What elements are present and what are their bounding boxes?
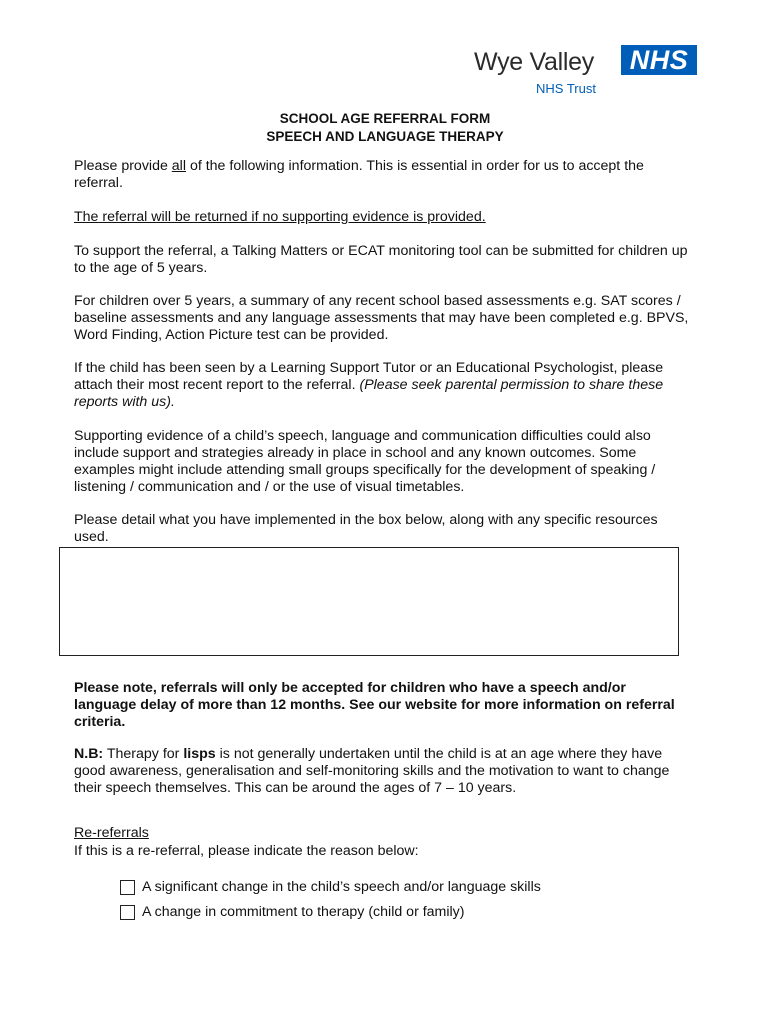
trust-name: NHS Trust [536,81,596,96]
form-title: SCHOOL AGE REFERRAL FORM [279,111,491,126]
rereferral-option [120,904,465,920]
tutor-paragraph: If the child has been seen by a Learning Support Tutor or an Educational Psychologist, please attach their most recent report to the referral. (Please seek parental permission to share these reports with us). [74,360,664,410]
warning-text: The referral will be returned if no supporting evidence is provided. [74,209,486,225]
over-five-paragraph: For children over 5 years, a summary of any recent school based assessments e.g. SAT scores / baseline assessments and any language assessments that may have been completed e.g. BPVS, Word Finding, Action Picture test can be provided. [74,293,689,343]
option-label: A change in commitment to therapy (child or family) [142,904,465,920]
intro-paragraph: Please provide all of the following information. This is essential in order for us to accept the referral. [74,158,644,191]
evidence-text-box[interactable] [59,547,679,656]
rereferrals-heading: Re-referrals [74,825,149,841]
referral-criteria-note: Please note, referrals will only be accepted for children who have a speech and/or language delay of more than 12 months. See our website for more information on referral criteria. [74,680,675,730]
rereferral-option [120,879,541,895]
nhs-mark: NHS [621,45,697,75]
detail-prompt: Please detail what you have implemented in the box below, along with any specific resources used. [74,512,658,545]
nb-paragraph: N.B: Therapy for lisps is not generally undertaken until the child is at an age where they have good awareness, generalisation and self-monitoring skills and the motivation to want to change their speech themselves. This can be around the ages of 7 – 10 years. [74,746,670,796]
checkbox[interactable] [120,880,135,895]
org-name: Wye Valley [474,48,594,76]
evidence-paragraph: Supporting evidence of a child’s speech, language and communication difficulties could also include support and strategies already in place in school and any known outcomes. Some examples might include attending small groups specifically for the development of speaking / listening / communication and / or the use of visual timetables. [74,428,656,495]
nhs-logo [474,44,698,100]
support-tool-paragraph: To support the referral, a Talking Matters or ECAT monitoring tool can be submitted for children up to the age of 5 years. [74,243,688,276]
rereferrals-prompt: If this is a re-referral, please indicate the reason below: [74,843,419,859]
checkbox[interactable] [120,905,135,920]
option-label: A significant change in the child’s speech and/or language skills [142,879,541,895]
form-subtitle: SPEECH AND LANGUAGE THERAPY [266,129,504,144]
